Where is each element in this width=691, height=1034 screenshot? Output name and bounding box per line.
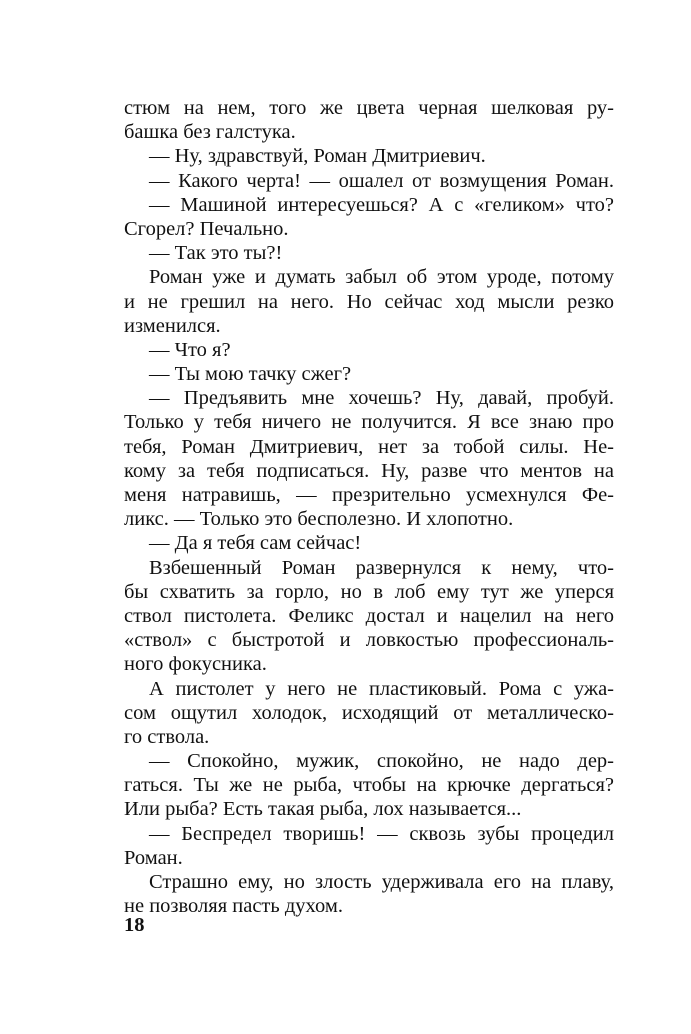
text-line: тебя, Роман Дмитриевич, нет за тобой силы. Не-	[124, 435, 614, 458]
text-line: — Ты мою тачку сжег?	[149, 363, 352, 386]
text-line: — Да я тебя сам сейчас!	[149, 532, 362, 555]
text-line: Только у тебя ничего не получится. Я все знаю про	[124, 411, 614, 434]
text-line: А пистолет у него не пластиковый. Рома с ужа-	[149, 677, 614, 700]
book-page-text	[124, 96, 614, 918]
text-line: — Предъявить мне хочешь? Ну, давай, пробуй.	[149, 387, 614, 410]
text-line: — Какого черта! — ошалел от возмущения Роман.	[149, 169, 614, 192]
text-line: ного фокусника.	[124, 653, 267, 676]
text-line: меня натравишь, — презрительно усмехнулся Фе-	[124, 484, 614, 506]
text-line: — Машиной интересуешься? А с «геликом» что?	[149, 193, 614, 216]
text-line: Взбешенный Роман развернулся к нему, что-	[149, 556, 614, 579]
text-line: Страшно ему, но злость удерживала его на плаву,	[149, 871, 614, 893]
text-line: — Спокойно, мужик, спокойно, не надо дер-	[149, 750, 614, 773]
text-line: сом ощутил холодок, исходящий от металлическо-	[124, 701, 614, 724]
text-line: Роман.	[124, 846, 183, 869]
text-line: гаться. Ты же не рыба, чтобы на крючке дергаться?	[124, 774, 614, 797]
text-line: ликс. — Только это бесполезно. И хлопотно.	[124, 508, 514, 531]
text-line: Или рыба? Есть такая рыба, лох называется...	[124, 798, 522, 821]
text-line: «ствол» с быстротой и ловкостью профессиональ-	[124, 629, 614, 652]
text-line: ствол пистолета. Феликс достал и нацелил на него	[124, 604, 614, 627]
text-line: го ствола.	[124, 725, 210, 748]
text-line: — Так это ты?!	[149, 242, 283, 265]
text-line: Роман уже и думать забыл об этом уроде, потому	[149, 266, 614, 289]
text-line: не позволяя пасть духом.	[124, 895, 343, 918]
page-number: 18	[124, 914, 145, 936]
text-line: кому за тебя подписаться. Ну, разве что ментов на	[124, 459, 614, 482]
text-line: Сгорел? Печально.	[124, 217, 289, 240]
text-line: изменился.	[124, 314, 221, 337]
text-line: — Ну, здравствуй, Роман Дмитриевич.	[149, 145, 486, 168]
text-line: башка без галстука.	[124, 121, 296, 144]
text-line: бы схватить за горло, но в лоб ему тут же уперся	[124, 580, 614, 603]
text-line: — Что я?	[149, 338, 231, 361]
text-line: стюм на нем, того же цвета черная шелковая ру-	[124, 97, 614, 119]
text-line: и не грешил на него. Но сейчас ход мысли резко	[124, 290, 614, 313]
text-line: — Беспредел творишь! — сквозь зубы процедил	[149, 822, 614, 845]
